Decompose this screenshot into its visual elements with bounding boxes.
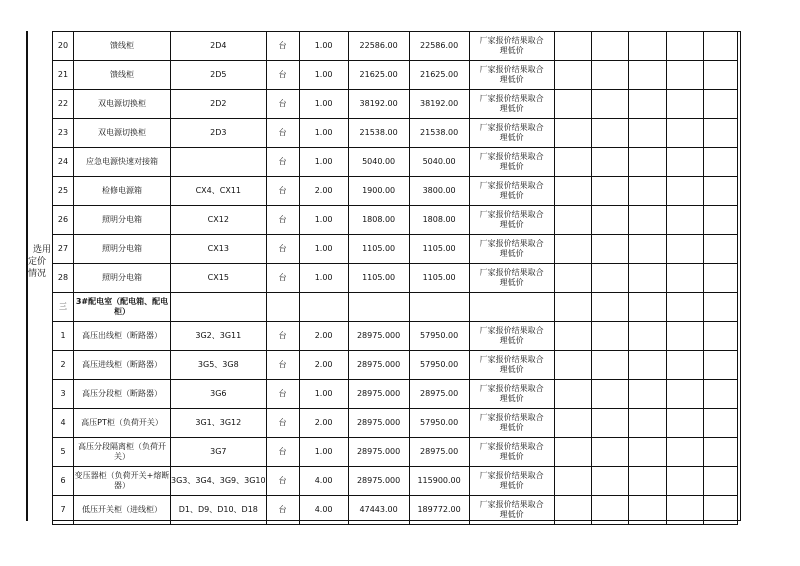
item-unit: 台 xyxy=(266,380,299,409)
item-total: 57950.00 xyxy=(409,409,469,438)
remark-line: 厂家报价结果取合 xyxy=(479,326,544,335)
empty-cell xyxy=(666,148,703,177)
remark-cell xyxy=(469,409,554,438)
table-row xyxy=(53,206,738,235)
empty-cell xyxy=(666,380,703,409)
item-total: 115900.00 xyxy=(409,467,469,496)
table-row xyxy=(53,264,738,293)
item-code xyxy=(171,148,267,177)
remark-line: 厂家报价结果取合 xyxy=(479,413,544,422)
item-code: 3G7 xyxy=(171,438,267,467)
item-quantity: 2.00 xyxy=(299,351,348,380)
section-title: 3#配电室（配电箱、配电柜） xyxy=(74,293,171,322)
item-unit-price: 28975.000 xyxy=(348,409,409,438)
item-unit: 台 xyxy=(266,496,299,525)
empty-cell xyxy=(591,496,628,525)
item-total: 21625.00 xyxy=(409,61,469,90)
empty-cell xyxy=(591,409,628,438)
remark-line: 理低价 xyxy=(499,510,524,519)
item-name: 双电源切换柜 xyxy=(74,119,171,148)
empty-cell xyxy=(666,32,703,61)
item-code: 2D4 xyxy=(171,32,267,61)
empty-cell xyxy=(554,293,591,322)
empty-cell xyxy=(299,293,348,322)
item-unit: 台 xyxy=(266,148,299,177)
empty-cell xyxy=(666,322,703,351)
item-unit: 台 xyxy=(266,177,299,206)
row-number: 27 xyxy=(53,235,74,264)
empty-cell xyxy=(703,235,737,264)
table-row xyxy=(53,380,738,409)
item-name: 高压分段隔离柜（负荷开关） xyxy=(74,438,171,467)
remark-line: 理低价 xyxy=(499,220,524,229)
item-quantity: 4.00 xyxy=(299,467,348,496)
side-label-line-2: 定价 xyxy=(27,257,46,267)
item-total: 189772.00 xyxy=(409,496,469,525)
item-unit: 台 xyxy=(266,235,299,264)
item-total: 38192.00 xyxy=(409,90,469,119)
empty-cell xyxy=(628,32,666,61)
section-row xyxy=(53,293,738,322)
item-quantity: 1.00 xyxy=(299,264,348,293)
empty-cell xyxy=(703,90,737,119)
item-unit-price: 38192.00 xyxy=(348,90,409,119)
remark-cell xyxy=(469,177,554,206)
empty-cell xyxy=(628,380,666,409)
item-quantity: 4.00 xyxy=(299,496,348,525)
empty-cell xyxy=(591,119,628,148)
empty-cell xyxy=(703,438,737,467)
item-quantity: 1.00 xyxy=(299,148,348,177)
item-unit-price: 1900.00 xyxy=(348,177,409,206)
remark-line: 理低价 xyxy=(499,423,524,432)
item-code: D1、D9、D10、D18 xyxy=(171,496,267,525)
item-unit-price: 28975.000 xyxy=(348,322,409,351)
side-label-line-3: 情况 xyxy=(27,269,46,279)
remark-line: 厂家报价结果取合 xyxy=(479,123,544,132)
remark-line: 理低价 xyxy=(499,191,524,200)
row-number: 3 xyxy=(53,380,74,409)
item-quantity: 1.00 xyxy=(299,438,348,467)
item-code: CX15 xyxy=(171,264,267,293)
remark-cell xyxy=(469,322,554,351)
item-unit-price: 28975.000 xyxy=(348,467,409,496)
remark-line: 理低价 xyxy=(499,162,524,171)
empty-cell xyxy=(554,496,591,525)
item-total: 21538.00 xyxy=(409,119,469,148)
remark-line: 理低价 xyxy=(499,46,524,55)
item-quantity: 1.00 xyxy=(299,380,348,409)
item-name: 馈线柜 xyxy=(74,32,171,61)
side-label-line-1: 选用 xyxy=(33,245,52,255)
empty-cell xyxy=(703,61,737,90)
table-row xyxy=(53,119,738,148)
item-name: 照明分电箱 xyxy=(74,264,171,293)
empty-cell xyxy=(554,119,591,148)
empty-cell xyxy=(628,90,666,119)
table-row xyxy=(53,351,738,380)
remark-cell xyxy=(469,206,554,235)
remark-line: 厂家报价结果取合 xyxy=(479,384,544,393)
empty-cell xyxy=(666,235,703,264)
remark-line: 厂家报价结果取合 xyxy=(479,239,544,248)
empty-cell xyxy=(628,496,666,525)
empty-cell xyxy=(703,322,737,351)
item-code: 2D3 xyxy=(171,119,267,148)
remark-cell xyxy=(469,496,554,525)
remark-line: 厂家报价结果取合 xyxy=(479,181,544,190)
remark-cell xyxy=(469,61,554,90)
item-code: 3G3、3G4、3G9、3G10 xyxy=(171,467,267,496)
item-total: 57950.00 xyxy=(409,322,469,351)
item-name: 照明分电箱 xyxy=(74,235,171,264)
empty-cell xyxy=(666,206,703,235)
remark-line: 厂家报价结果取合 xyxy=(479,355,544,364)
empty-cell xyxy=(591,380,628,409)
empty-cell xyxy=(628,61,666,90)
item-quantity: 2.00 xyxy=(299,177,348,206)
item-unit-price: 28975.000 xyxy=(348,380,409,409)
remark-cell xyxy=(469,351,554,380)
item-unit: 台 xyxy=(266,264,299,293)
row-number: 23 xyxy=(53,119,74,148)
empty-cell xyxy=(703,119,737,148)
item-name: 检修电源箱 xyxy=(74,177,171,206)
empty-cell xyxy=(554,61,591,90)
empty-cell xyxy=(703,264,737,293)
side-category-label xyxy=(27,244,52,280)
remark-line: 理低价 xyxy=(499,133,524,142)
empty-cell xyxy=(628,148,666,177)
item-code: CX13 xyxy=(171,235,267,264)
empty-cell xyxy=(666,467,703,496)
table-row xyxy=(53,409,738,438)
remark-line: 厂家报价结果取合 xyxy=(479,442,544,451)
empty-cell xyxy=(469,293,554,322)
empty-cell xyxy=(591,438,628,467)
item-unit: 台 xyxy=(266,61,299,90)
row-number: 28 xyxy=(53,264,74,293)
row-number: 21 xyxy=(53,61,74,90)
remark-line: 厂家报价结果取合 xyxy=(479,36,544,45)
empty-cell xyxy=(554,409,591,438)
item-unit-price: 21538.00 xyxy=(348,119,409,148)
item-total: 5040.00 xyxy=(409,148,469,177)
row-number: 24 xyxy=(53,148,74,177)
empty-cell xyxy=(666,61,703,90)
item-quantity: 1.00 xyxy=(299,119,348,148)
row-number: 22 xyxy=(53,90,74,119)
table-row xyxy=(53,235,738,264)
empty-cell xyxy=(703,32,737,61)
empty-cell xyxy=(703,177,737,206)
empty-cell xyxy=(703,496,737,525)
empty-cell xyxy=(666,264,703,293)
table-row xyxy=(53,496,738,525)
item-unit-price: 21625.00 xyxy=(348,61,409,90)
item-name: 高压PT柜（负荷开关） xyxy=(74,409,171,438)
empty-cell xyxy=(554,148,591,177)
item-total: 57950.00 xyxy=(409,351,469,380)
price-table xyxy=(52,31,738,525)
item-name: 低压开关柜（进线柜） xyxy=(74,496,171,525)
empty-cell xyxy=(554,90,591,119)
row-number: 26 xyxy=(53,206,74,235)
empty-cell xyxy=(591,264,628,293)
item-name: 高压出线柜（断路器） xyxy=(74,322,171,351)
empty-cell xyxy=(554,322,591,351)
remark-line: 理低价 xyxy=(499,394,524,403)
remark-line: 厂家报价结果取合 xyxy=(479,65,544,74)
item-unit: 台 xyxy=(266,438,299,467)
item-unit-price: 1105.00 xyxy=(348,264,409,293)
table-row xyxy=(53,32,738,61)
row-number: 1 xyxy=(53,322,74,351)
remark-cell xyxy=(469,32,554,61)
remark-line: 理低价 xyxy=(499,365,524,374)
empty-cell xyxy=(666,119,703,148)
empty-cell xyxy=(591,61,628,90)
empty-cell xyxy=(591,90,628,119)
empty-cell xyxy=(591,148,628,177)
empty-cell xyxy=(348,293,409,322)
item-name: 高压分段柜（断路器） xyxy=(74,380,171,409)
row-number: 7 xyxy=(53,496,74,525)
row-number: 4 xyxy=(53,409,74,438)
row-number: 5 xyxy=(53,438,74,467)
item-unit-price: 5040.00 xyxy=(348,148,409,177)
section-number: 三 xyxy=(53,293,74,322)
remark-cell xyxy=(469,119,554,148)
empty-cell xyxy=(628,119,666,148)
remark-cell xyxy=(469,438,554,467)
item-total: 28975.00 xyxy=(409,380,469,409)
item-name: 应急电源快速对接箱 xyxy=(74,148,171,177)
item-unit-price: 1808.00 xyxy=(348,206,409,235)
item-quantity: 1.00 xyxy=(299,90,348,119)
empty-cell xyxy=(591,235,628,264)
table-row xyxy=(53,322,738,351)
item-unit: 台 xyxy=(266,206,299,235)
remark-line: 理低价 xyxy=(499,249,524,258)
item-total: 1808.00 xyxy=(409,206,469,235)
item-code: 3G1、3G12 xyxy=(171,409,267,438)
item-code: 2D5 xyxy=(171,61,267,90)
empty-cell xyxy=(628,293,666,322)
item-unit: 台 xyxy=(266,322,299,351)
empty-cell xyxy=(703,409,737,438)
row-number: 6 xyxy=(53,467,74,496)
remark-line: 厂家报价结果取合 xyxy=(479,210,544,219)
empty-cell xyxy=(554,264,591,293)
empty-cell xyxy=(666,409,703,438)
item-name: 双电源切换柜 xyxy=(74,90,171,119)
empty-cell xyxy=(591,467,628,496)
remark-line: 厂家报价结果取合 xyxy=(479,471,544,480)
table-row xyxy=(53,61,738,90)
empty-cell xyxy=(628,235,666,264)
empty-cell xyxy=(628,438,666,467)
table-row xyxy=(53,467,738,496)
item-unit-price: 47443.00 xyxy=(348,496,409,525)
empty-cell xyxy=(591,293,628,322)
item-total: 3800.00 xyxy=(409,177,469,206)
item-code: 3G6 xyxy=(171,380,267,409)
remark-cell xyxy=(469,90,554,119)
item-quantity: 2.00 xyxy=(299,409,348,438)
remark-cell xyxy=(469,264,554,293)
empty-cell xyxy=(591,177,628,206)
empty-cell xyxy=(628,351,666,380)
empty-cell xyxy=(591,322,628,351)
empty-cell xyxy=(591,351,628,380)
remark-line: 厂家报价结果取合 xyxy=(479,268,544,277)
empty-cell xyxy=(666,177,703,206)
item-total: 1105.00 xyxy=(409,264,469,293)
empty-cell xyxy=(703,206,737,235)
item-quantity: 1.00 xyxy=(299,206,348,235)
empty-cell xyxy=(703,293,737,322)
empty-cell xyxy=(591,206,628,235)
empty-cell xyxy=(666,293,703,322)
item-unit: 台 xyxy=(266,32,299,61)
remark-line: 厂家报价结果取合 xyxy=(479,94,544,103)
remark-line: 理低价 xyxy=(499,336,524,345)
remark-line: 理低价 xyxy=(499,452,524,461)
empty-cell xyxy=(628,206,666,235)
empty-cell xyxy=(554,206,591,235)
empty-cell xyxy=(628,177,666,206)
remark-cell xyxy=(469,380,554,409)
item-name: 照明分电箱 xyxy=(74,206,171,235)
remark-cell xyxy=(469,235,554,264)
empty-cell xyxy=(666,351,703,380)
item-name: 高压进线柜（断路器） xyxy=(74,351,171,380)
empty-cell xyxy=(666,496,703,525)
remark-line: 理低价 xyxy=(499,104,524,113)
empty-cell xyxy=(666,90,703,119)
remark-line: 理低价 xyxy=(499,481,524,490)
item-quantity: 1.00 xyxy=(299,32,348,61)
table-row xyxy=(53,148,738,177)
item-name: 馈线柜 xyxy=(74,61,171,90)
remark-line: 理低价 xyxy=(499,75,524,84)
row-number: 2 xyxy=(53,351,74,380)
item-code: CX12 xyxy=(171,206,267,235)
empty-cell xyxy=(703,467,737,496)
item-quantity: 1.00 xyxy=(299,235,348,264)
empty-cell xyxy=(703,148,737,177)
empty-cell xyxy=(554,467,591,496)
empty-cell xyxy=(266,293,299,322)
item-unit: 台 xyxy=(266,351,299,380)
item-total: 28975.00 xyxy=(409,438,469,467)
remark-cell xyxy=(469,467,554,496)
row-number: 25 xyxy=(53,177,74,206)
table-row xyxy=(53,90,738,119)
empty-cell xyxy=(554,438,591,467)
empty-cell xyxy=(628,322,666,351)
item-quantity: 2.00 xyxy=(299,322,348,351)
item-unit: 台 xyxy=(266,409,299,438)
remark-line: 理低价 xyxy=(499,278,524,287)
table-row xyxy=(53,177,738,206)
item-total: 22586.00 xyxy=(409,32,469,61)
empty-cell xyxy=(591,32,628,61)
remark-cell xyxy=(469,148,554,177)
empty-cell xyxy=(666,438,703,467)
item-name: 变压器柜（负荷开关+熔断器） xyxy=(74,467,171,496)
empty-cell xyxy=(554,235,591,264)
item-code: 2D2 xyxy=(171,90,267,119)
item-code: 3G2、3G11 xyxy=(171,322,267,351)
item-total: 1105.00 xyxy=(409,235,469,264)
empty-cell xyxy=(628,467,666,496)
item-unit-price: 22586.00 xyxy=(348,32,409,61)
item-unit: 台 xyxy=(266,119,299,148)
empty-cell xyxy=(409,293,469,322)
item-unit: 台 xyxy=(266,90,299,119)
item-unit-price: 28975.000 xyxy=(348,351,409,380)
empty-cell xyxy=(554,32,591,61)
empty-cell xyxy=(554,380,591,409)
item-unit-price: 1105.00 xyxy=(348,235,409,264)
item-quantity: 1.00 xyxy=(299,61,348,90)
empty-cell xyxy=(554,351,591,380)
remark-line: 厂家报价结果取合 xyxy=(479,500,544,509)
remark-line: 厂家报价结果取合 xyxy=(479,152,544,161)
empty-cell xyxy=(628,264,666,293)
row-number: 20 xyxy=(53,32,74,61)
empty-cell xyxy=(703,380,737,409)
empty-cell xyxy=(628,409,666,438)
empty-cell xyxy=(554,177,591,206)
empty-cell xyxy=(703,351,737,380)
item-unit-price: 28975.000 xyxy=(348,438,409,467)
item-code: CX4、CX11 xyxy=(171,177,267,206)
item-code: 3G5、3G8 xyxy=(171,351,267,380)
item-unit: 台 xyxy=(266,467,299,496)
table-row xyxy=(53,438,738,467)
empty-cell xyxy=(171,293,267,322)
